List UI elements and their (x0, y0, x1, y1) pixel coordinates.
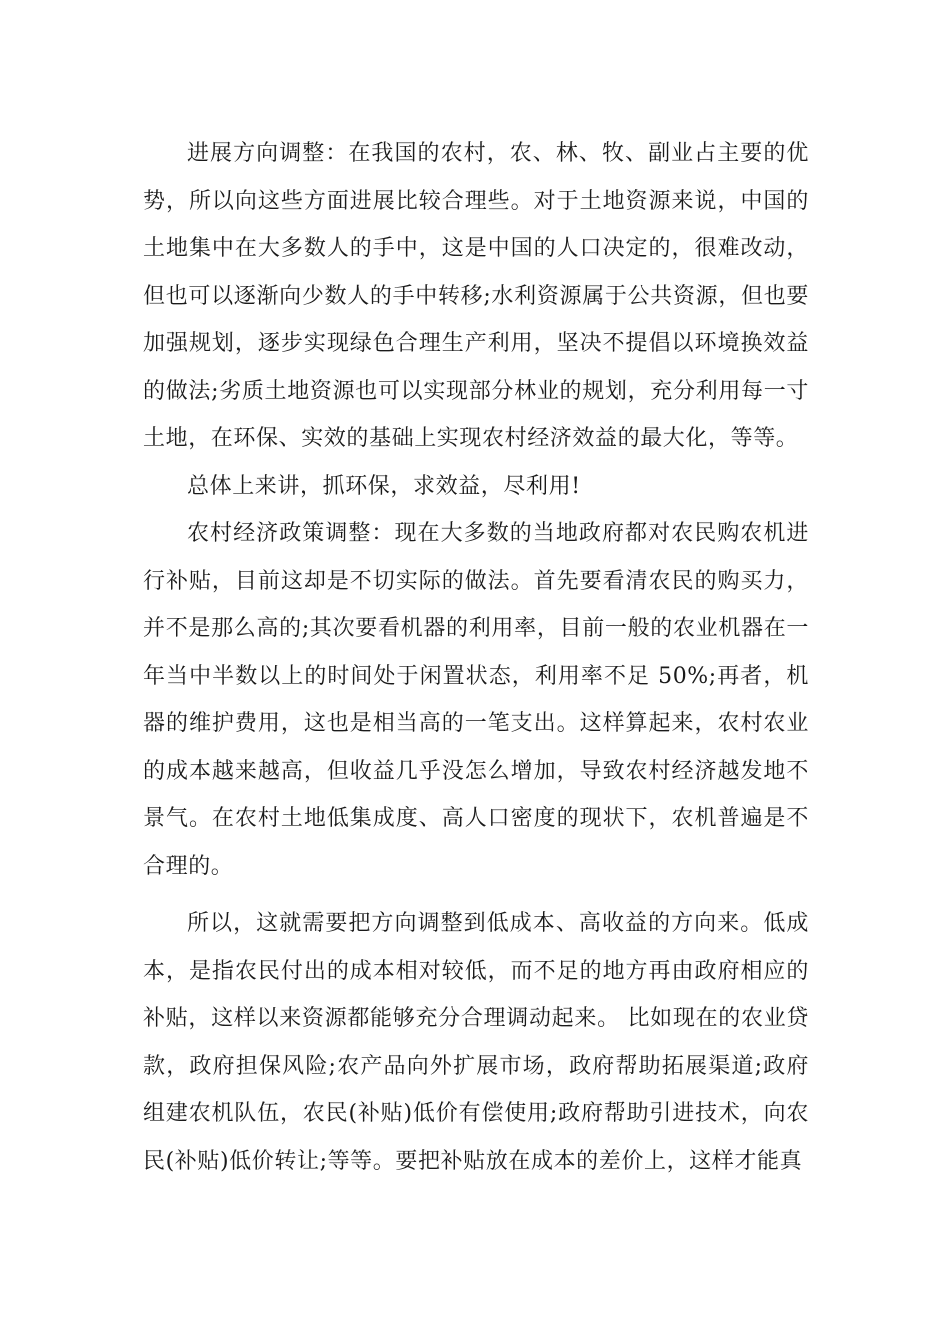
paragraph-low-cost: 所以，这就需要把方向调整到低成本、高收益的方向来。低成本，是指农民付出的成本相对较低，而不足的地方再由政府相应的补贴，这样以来资源都能够充分合理调动起来。 比如现在的农业贷款，政府担保风险;农产品向外扩展市场，政府帮助拓展渠道;政府组建农机队伍，农民(补贴)低价有偿使用;政府帮助引进技术，向农民(补贴)低价转让;等等。要把补贴放在成本的差价上，这样才能真 (143, 911, 809, 1174)
document-body (143, 130, 809, 1185)
paragraph-direction-adjustment: 进展方向调整：在我国的农村，农、林、牧、副业占主要的优势，所以向这些方面进展比较合理些。对于土地资源来说，中国的土地集中在大多数人的手中，这是中国的人口决定的，很难改动，但也可以逐渐向少数人的手中转移;水利资源属于公共资源，但也要加强规划，逐步实现绿色合理生产利用，坚决不提倡以环境换效益的做法;劣质土地资源也可以实现部分林业的规划，充分利用每一寸土地，在环保、实效的基础上实现农村经济效益的最大化，等等。 (143, 141, 809, 451)
paragraph-policy-adjustment: 农村经济政策调整：现在大多数的当地政府都对农民购农机进行补贴，目前这却是不切实际的做法。首先要看清农民的购买力，并不是那么高的;其次要看机器的利用率，目前一般的农业机器在一年当中半数以上的时间处于闲置状态，利用率不足 50%;再者，机器的维护费用，这也是相当高的一笔支出。这样算起来，农村农业的成本越来越高，但收益几乎没怎么增加，导致农村经济越发地不景气。在农村土地低集成度、高人口密度的现状下，农机普遍是不合理的。 (143, 521, 809, 879)
paragraph-summary: 总体上来讲，抓环保，求效益，尽利用! (187, 473, 581, 499)
